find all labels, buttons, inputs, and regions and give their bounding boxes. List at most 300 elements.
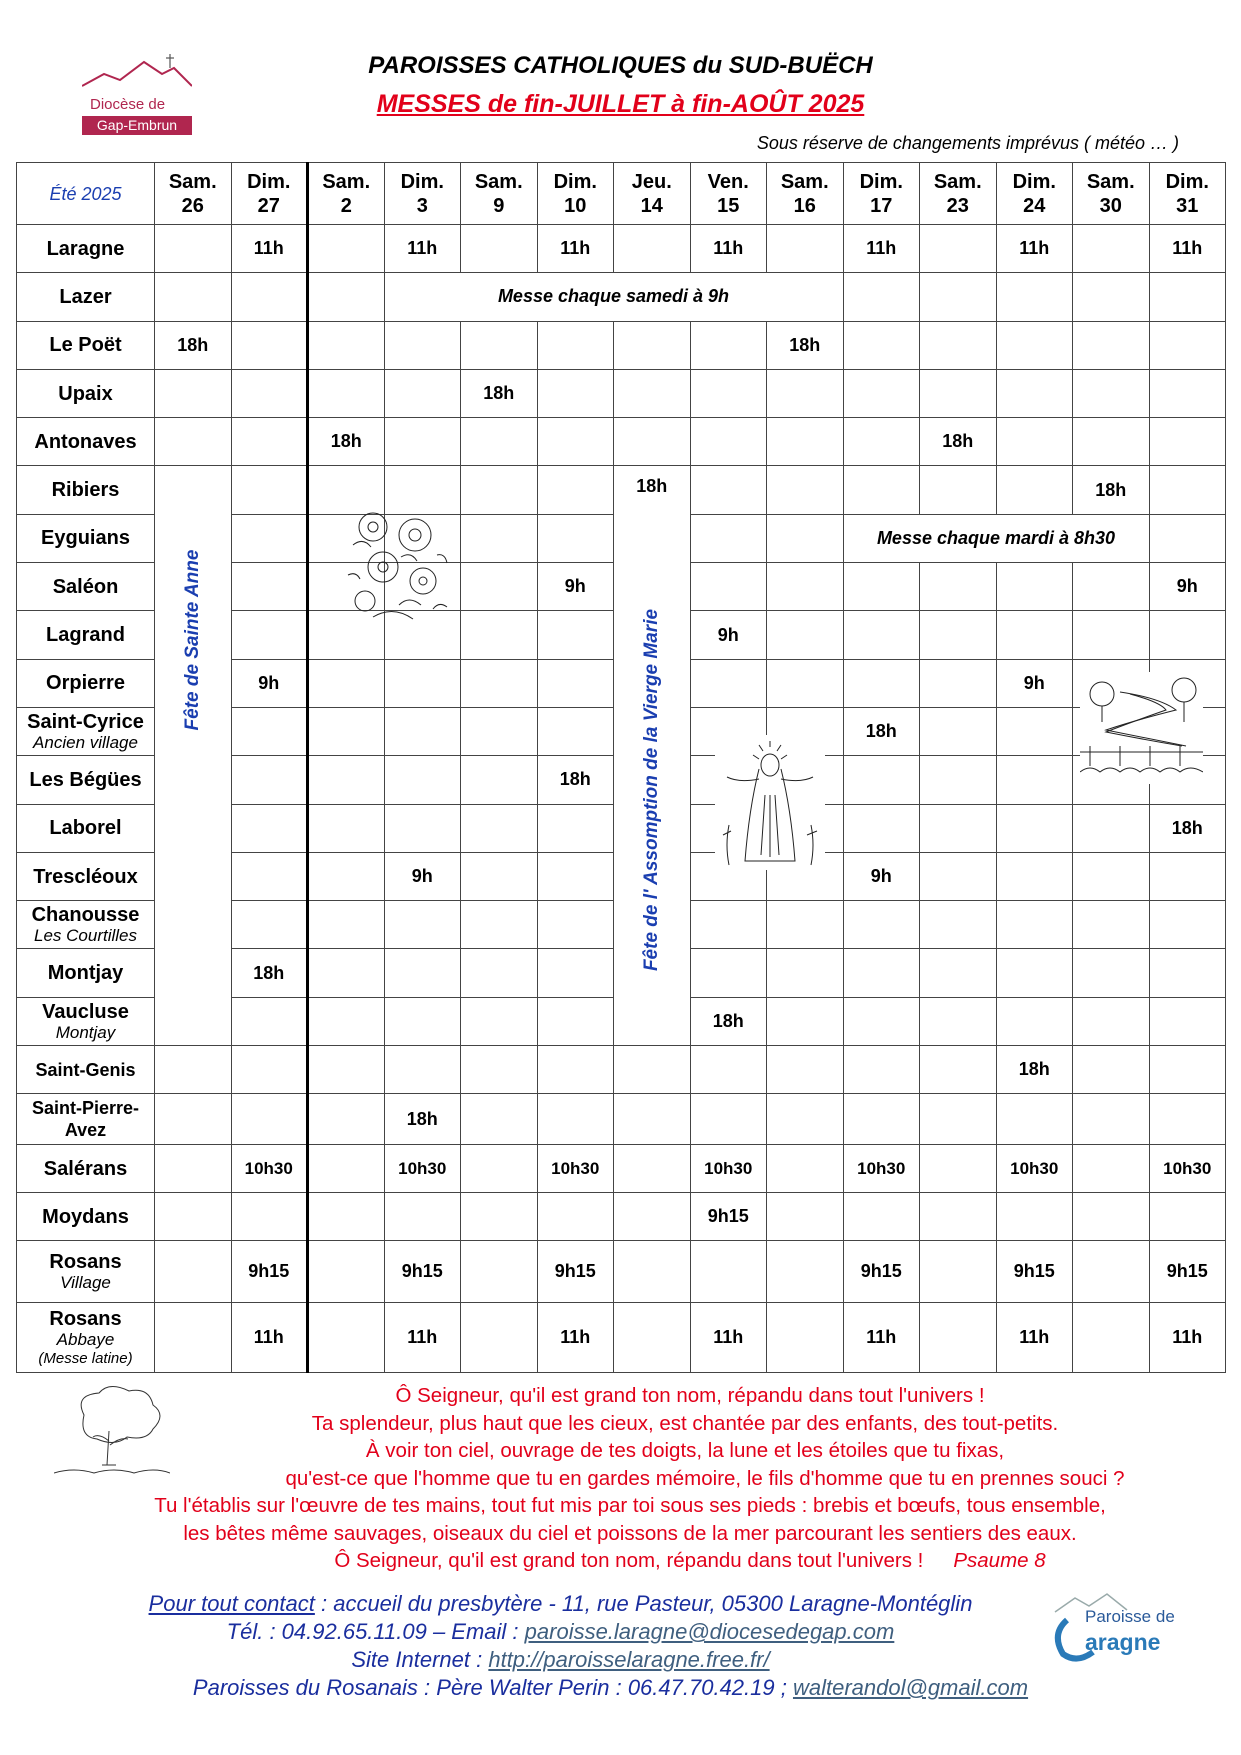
mass-time-cell — [690, 369, 767, 417]
day-name: Sam. — [933, 170, 982, 193]
psalm-line: Tu l'établis sur l'œuvre de tes mains, tout fut mis par toi sous ses pieds : brebis et bœufs, tous ensemble, — [154, 1494, 1106, 1517]
mass-time-cell — [1149, 949, 1226, 997]
parish-name: Eyguians — [41, 527, 130, 550]
mass-time-cell — [1149, 466, 1226, 514]
mass-time-cell — [1149, 514, 1226, 562]
parish-name-cell — [17, 756, 155, 804]
mass-time-cell — [308, 659, 385, 707]
mass-time-cell: 18h — [155, 321, 232, 369]
mass-time-cell — [537, 418, 614, 466]
mass-time-cell — [231, 1094, 308, 1145]
mass-time-cell — [308, 997, 385, 1045]
mass-time-cell — [690, 466, 767, 514]
parish-name-cell — [17, 852, 155, 900]
mass-time-cell — [690, 901, 767, 949]
logo-right-line2: aragne — [1085, 1629, 1161, 1655]
mass-time-cell — [384, 804, 461, 852]
mass-time-cell — [767, 1046, 844, 1094]
parish-subname: Abbaye — [56, 1329, 115, 1349]
parish-name-cell — [17, 563, 155, 611]
day-number: 16 — [793, 194, 816, 217]
virgin-mary-illustration — [715, 735, 825, 870]
mass-time-cell — [308, 1303, 385, 1373]
mass-time-cell — [384, 321, 461, 369]
mass-time-cell — [614, 1046, 691, 1094]
mass-time-cell: 11h — [384, 225, 461, 273]
parish-subname: (Messe latine) — [38, 1349, 133, 1367]
mass-time-cell — [231, 1193, 308, 1241]
parish-name: Laragne — [46, 237, 125, 260]
mass-time-cell — [384, 1193, 461, 1241]
day-number: 17 — [870, 194, 893, 217]
day-header — [843, 163, 920, 225]
mass-time-cell — [767, 1193, 844, 1241]
table-row — [17, 321, 1226, 369]
email-link[interactable]: paroisse.laragne@diocesedegap.com — [524, 1619, 895, 1644]
mass-time-cell — [767, 611, 844, 659]
psalm-text — [40, 1382, 1220, 1575]
mass-time-cell — [384, 707, 461, 755]
mass-time-cell: 9h — [537, 563, 614, 611]
mass-time-cell — [231, 563, 308, 611]
mass-time-cell — [996, 852, 1073, 900]
contact-address: : accueil du presbytère - 11, rue Pasteur, 05300 Laragne-Montéglin — [314, 1591, 973, 1616]
mass-time-cell — [1073, 901, 1150, 949]
day-name: Sam. — [474, 170, 523, 193]
mass-time-cell — [1073, 1241, 1150, 1303]
mass-time-cell: 10h30 — [384, 1144, 461, 1192]
mass-time-cell — [537, 901, 614, 949]
mass-time-cell: 10h30 — [843, 1144, 920, 1192]
day-header — [384, 163, 461, 225]
mass-time-cell — [996, 707, 1073, 755]
mass-time-cell — [231, 756, 308, 804]
mass-time-cell — [461, 1303, 538, 1373]
mass-time-cell: 11h — [537, 225, 614, 273]
psalm-line: Ta splendeur, plus haut que les cieux, est chantée par des enfants, des tout-petits. — [311, 1411, 1059, 1435]
day-header — [920, 163, 997, 225]
parish-name-cell — [17, 1094, 155, 1145]
page-subtitle: MESSES de fin-JUILLET à fin-AOÛT 2025 — [376, 90, 865, 118]
mass-time-cell — [996, 1193, 1073, 1241]
day-header — [1073, 163, 1150, 225]
mass-time-cell — [461, 1144, 538, 1192]
parish-name-cell — [17, 659, 155, 707]
parish-name: Chanousse — [31, 904, 140, 927]
mass-time-cell — [920, 1303, 997, 1373]
mass-time-cell: 9h — [1149, 563, 1226, 611]
mass-time-cell — [690, 563, 767, 611]
parish-name: Saint-Cyrice — [27, 711, 144, 734]
mass-time-cell — [308, 273, 385, 321]
mass-time-cell — [996, 901, 1073, 949]
site-label: Site Internet : — [351, 1647, 489, 1672]
mass-time-cell — [614, 418, 691, 466]
day-number: 10 — [564, 194, 587, 217]
mass-time-cell — [231, 804, 308, 852]
parish-name: Saint-Pierre-Avez — [31, 1098, 140, 1141]
mass-time-cell — [308, 1046, 385, 1094]
mass-time-cell — [690, 1094, 767, 1145]
mass-time-cell — [461, 1046, 538, 1094]
mass-time-cell — [690, 1241, 767, 1303]
parish-subname: Ancien village — [33, 733, 138, 753]
mass-time-cell — [996, 563, 1073, 611]
mass-time-cell — [231, 273, 308, 321]
mass-time-cell — [843, 466, 920, 514]
mass-time-cell — [920, 901, 997, 949]
mass-time-cell — [1073, 852, 1150, 900]
mass-time-cell — [537, 369, 614, 417]
mass-time-cell: 18h — [537, 756, 614, 804]
day-name: Sam. — [1086, 170, 1135, 193]
parish-name-cell — [17, 1303, 155, 1373]
mass-time-cell — [1073, 1094, 1150, 1145]
mass-time-cell — [461, 756, 538, 804]
mass-time-cell: 9h — [843, 852, 920, 900]
mass-time-cell — [308, 949, 385, 997]
mass-time-cell — [384, 997, 461, 1045]
mass-time-cell: 9h15 — [231, 1241, 308, 1303]
mass-time-cell — [461, 321, 538, 369]
landscape-illustration — [1080, 672, 1203, 784]
mass-time-cell — [384, 659, 461, 707]
day-header — [155, 163, 232, 225]
mass-time-cell — [231, 901, 308, 949]
mass-time-cell — [1073, 369, 1150, 417]
parish-name: Saint-Genis — [35, 1059, 136, 1080]
mass-time-cell — [384, 756, 461, 804]
mass-time-cell — [843, 804, 920, 852]
mass-time-cell — [767, 225, 844, 273]
mass-time-cell — [996, 756, 1073, 804]
mass-time-cell — [155, 1193, 232, 1241]
mass-time-cell — [461, 804, 538, 852]
mass-time-cell — [155, 225, 232, 273]
mass-time-cell: 9h — [231, 659, 308, 707]
parish-name-cell — [17, 901, 155, 949]
table-row — [17, 273, 1226, 321]
parish-name-cell — [17, 1046, 155, 1094]
logo-right-line1: Paroisse de — [1085, 1607, 1175, 1626]
mass-time-cell — [537, 321, 614, 369]
mass-time-cell — [767, 514, 844, 562]
mass-time-cell: 18h — [1149, 804, 1226, 852]
parish-name-cell — [17, 1193, 155, 1241]
mass-time-cell — [537, 1094, 614, 1145]
mass-time-cell: 11h — [384, 1303, 461, 1373]
parish-subname: Les Courtilles — [34, 926, 137, 946]
mass-time-cell: 10h30 — [996, 1144, 1073, 1192]
mass-time-cell: 10h30 — [537, 1144, 614, 1192]
contact-tel: Tél. : 04.92.65.11.09 – Email : — [226, 1619, 525, 1644]
flowers-illustration — [343, 505, 453, 623]
day-name: Ven. — [707, 170, 749, 193]
mass-time-cell — [920, 997, 997, 1045]
mass-time-cell: 18h — [690, 997, 767, 1045]
mass-time-cell — [461, 514, 538, 562]
mass-schedule-table — [16, 162, 1226, 1373]
mass-time-cell: 10h30 — [231, 1144, 308, 1192]
day-number: 26 — [181, 194, 204, 217]
paroisse-laragne-logo — [1045, 1590, 1185, 1662]
mass-time-cell — [767, 1241, 844, 1303]
mass-time-cell — [996, 949, 1073, 997]
mass-time-cell — [690, 514, 767, 562]
mass-time-cell — [996, 1094, 1073, 1145]
day-name: Dim. — [859, 170, 903, 193]
parish-name: Rosans — [49, 1251, 122, 1274]
mass-time-cell: 18h — [231, 949, 308, 997]
feast-assumption-cell — [614, 466, 691, 1046]
mass-time-cell — [920, 563, 997, 611]
parish-name: Rosans — [49, 1307, 122, 1330]
mass-time-cell — [1073, 418, 1150, 466]
mass-time-cell — [996, 804, 1073, 852]
table-row — [17, 1144, 1226, 1192]
mass-time-cell — [690, 418, 767, 466]
mass-time-cell — [614, 225, 691, 273]
mass-time-cell — [920, 369, 997, 417]
mass-time-cell — [767, 1094, 844, 1145]
mass-time-cell — [537, 659, 614, 707]
mass-time-cell: 11h — [231, 225, 308, 273]
mass-time-cell — [996, 611, 1073, 659]
mass-time-cell — [843, 1193, 920, 1241]
mass-time-cell — [920, 852, 997, 900]
rosanais-email-link[interactable]: walterandol@gmail.com — [792, 1675, 1029, 1700]
day-name: Dim. — [1165, 170, 1209, 193]
mass-time-cell: 10h30 — [1149, 1144, 1226, 1192]
parish-name: Lagrand — [46, 624, 125, 647]
mass-time-cell — [461, 997, 538, 1045]
mass-time-cell — [231, 1046, 308, 1094]
rosanais-contact: Paroisses du Rosanais : Père Walter Perin : 06.47.70.42.19 ; — [192, 1675, 793, 1700]
mass-time-cell — [690, 321, 767, 369]
table-row — [17, 466, 1226, 514]
day-header — [308, 163, 385, 225]
mass-time-cell — [843, 563, 920, 611]
mass-time-cell: 18h — [308, 418, 385, 466]
mass-time-cell — [1073, 1046, 1150, 1094]
parish-name-cell — [17, 514, 155, 562]
mass-time-cell: 9h15 — [1149, 1241, 1226, 1303]
day-header — [767, 163, 844, 225]
day-header — [1149, 163, 1226, 225]
mass-time-cell — [1073, 273, 1150, 321]
mass-time-cell — [843, 659, 920, 707]
mass-time-cell — [843, 901, 920, 949]
parish-name: Ribiers — [51, 479, 120, 502]
mass-time-cell — [537, 1193, 614, 1241]
season-label: Été 2025 — [17, 163, 155, 225]
mass-time-cell: 18h — [384, 1094, 461, 1145]
mass-time-cell — [767, 418, 844, 466]
mass-time-cell — [231, 466, 308, 514]
mass-time-cell: 9h — [996, 659, 1073, 707]
mass-time-cell — [1073, 321, 1150, 369]
psalm-line: Ô Seigneur, qu'il est grand ton nom, répandu dans tout l'univers ! — [334, 1549, 924, 1572]
mass-time-cell — [308, 225, 385, 273]
parish-name: Laborel — [49, 817, 122, 840]
lazer-note: Messe chaque samedi à 9h — [384, 273, 843, 321]
psalm-line: les bêtes même sauvages, oiseaux du ciel et poissons de la mer parcourant les sentiers des eaux. — [183, 1521, 1077, 1545]
logo-line1: Diocèse de — [90, 96, 166, 113]
mass-time-cell — [920, 756, 997, 804]
parish-name-cell — [17, 369, 155, 417]
reserve-note: Sous réserve de changements imprévus ( météo … ) — [756, 133, 1179, 153]
mass-time-cell: 11h — [996, 225, 1073, 273]
day-header — [690, 163, 767, 225]
mass-time-cell: 11h — [843, 225, 920, 273]
mass-time-cell — [843, 949, 920, 997]
psalm-line: Ô Seigneur, qu'il est grand ton nom, répandu dans tout l'univers ! — [395, 1384, 985, 1407]
mass-time-cell — [920, 804, 997, 852]
parish-name: Lazer — [59, 285, 112, 308]
mass-time-cell — [920, 659, 997, 707]
mass-time-cell — [843, 418, 920, 466]
parish-name: Orpierre — [46, 672, 125, 695]
mass-time-cell — [384, 369, 461, 417]
feast-anne-cell — [155, 466, 232, 1046]
day-number: 23 — [946, 194, 969, 217]
parish-subname: Village — [60, 1273, 111, 1293]
mass-time-cell: 9h15 — [384, 1241, 461, 1303]
parish-subname: Montjay — [55, 1022, 116, 1042]
parish-name-cell — [17, 611, 155, 659]
mass-time-cell — [308, 804, 385, 852]
website-link[interactable]: http://paroisselaragne.free.fr/ — [488, 1647, 770, 1672]
mass-time-cell — [461, 466, 538, 514]
parish-name-cell — [17, 225, 155, 273]
mass-time-cell — [155, 1144, 232, 1192]
mass-time-cell — [767, 369, 844, 417]
mass-time-cell — [155, 369, 232, 417]
mass-time-cell — [767, 1144, 844, 1192]
mass-time-cell — [1073, 1303, 1150, 1373]
mass-time-cell — [614, 1303, 691, 1373]
mass-time-cell — [1073, 949, 1150, 997]
table-row — [17, 1046, 1226, 1094]
mass-time-cell — [767, 997, 844, 1045]
mass-time-cell — [920, 1241, 997, 1303]
mass-time-cell — [1073, 804, 1150, 852]
mass-time-cell: 18h — [767, 321, 844, 369]
day-name: Sam. — [780, 170, 829, 193]
mass-time-cell — [308, 1144, 385, 1192]
day-header — [461, 163, 538, 225]
mass-time-cell — [461, 563, 538, 611]
mass-time-cell — [920, 1046, 997, 1094]
mass-time-cell — [231, 369, 308, 417]
day-number: 3 — [416, 194, 428, 217]
mass-time-cell — [461, 707, 538, 755]
mass-time-cell: 18h — [843, 707, 920, 755]
page-title: PAROISSES CATHOLIQUES du SUD-BUËCH — [368, 52, 873, 79]
mass-time-cell — [384, 949, 461, 997]
mass-time-cell — [461, 901, 538, 949]
mass-time-cell: 18h — [920, 418, 997, 466]
mass-time-cell — [461, 611, 538, 659]
mass-time-cell — [231, 707, 308, 755]
mass-time-cell — [384, 901, 461, 949]
day-number: 24 — [1023, 194, 1046, 217]
mass-time-cell — [1149, 369, 1226, 417]
day-name: Dim. — [1012, 170, 1056, 193]
mass-time-cell — [1149, 997, 1226, 1045]
mass-time-cell — [614, 1241, 691, 1303]
mass-time-cell — [767, 659, 844, 707]
feast-assumption-label: Fête de l' Assomption de la Vierge Marie — [640, 609, 662, 972]
mass-time-cell — [767, 466, 844, 514]
mass-time-cell: 18h — [1073, 466, 1150, 514]
parish-name-cell — [17, 804, 155, 852]
mass-time-cell — [231, 997, 308, 1045]
mass-time-cell — [384, 1046, 461, 1094]
mass-time-cell — [1149, 901, 1226, 949]
mass-time-cell — [1073, 225, 1150, 273]
mass-time-cell — [843, 273, 920, 321]
table-row — [17, 369, 1226, 417]
mass-time-label: 18h — [636, 476, 668, 497]
day-number: 31 — [1176, 194, 1199, 217]
eyguians-note: Messe chaque mardi à 8h30 — [843, 514, 1149, 562]
mass-time-cell — [537, 611, 614, 659]
mass-time-cell — [690, 659, 767, 707]
parish-name: Moydans — [42, 1205, 129, 1228]
feast-anne-label: Fête de Sainte Anne — [181, 549, 203, 731]
psalm-line: À voir ton ciel, ouvrage de tes doigts, la lune et les étoiles que tu fixas, — [365, 1439, 1005, 1462]
mass-time-cell — [308, 1193, 385, 1241]
mass-time-cell — [920, 321, 997, 369]
mass-time-cell — [1073, 1144, 1150, 1192]
parish-name: Le Poët — [49, 334, 122, 357]
mass-time-cell — [1149, 1193, 1226, 1241]
parish-name-cell — [17, 949, 155, 997]
day-name: Jeu. — [631, 170, 672, 193]
parish-name-cell — [17, 1144, 155, 1192]
parish-name: Upaix — [58, 382, 113, 405]
mass-time-cell — [461, 1094, 538, 1145]
mass-time-cell: 10h30 — [690, 1144, 767, 1192]
mass-time-cell — [537, 804, 614, 852]
mass-time-cell: 11h — [690, 1303, 767, 1373]
logo-line2: Gap-Embrun — [82, 116, 192, 135]
mass-time-cell — [384, 418, 461, 466]
mass-time-cell — [996, 418, 1073, 466]
table-row — [17, 1303, 1226, 1373]
parish-name: Vaucluse — [42, 1000, 129, 1023]
day-number: 30 — [1099, 194, 1122, 217]
mass-time-cell — [614, 1094, 691, 1145]
mass-time-cell: 9h15 — [537, 1241, 614, 1303]
mass-time-cell — [231, 514, 308, 562]
mass-time-cell — [231, 321, 308, 369]
mass-time-cell — [996, 997, 1073, 1045]
day-number: 9 — [493, 194, 505, 217]
mass-time-cell — [1149, 321, 1226, 369]
mass-time-cell — [614, 1193, 691, 1241]
day-header — [614, 163, 691, 225]
table-row — [17, 1094, 1226, 1145]
contact-label: Pour tout contact — [148, 1591, 315, 1616]
mass-time-cell — [155, 1303, 232, 1373]
day-name: Dim. — [247, 170, 291, 193]
table-row — [17, 1241, 1226, 1303]
parish-name-cell — [17, 997, 155, 1045]
mass-time-cell — [996, 321, 1073, 369]
day-number: 2 — [340, 194, 352, 217]
